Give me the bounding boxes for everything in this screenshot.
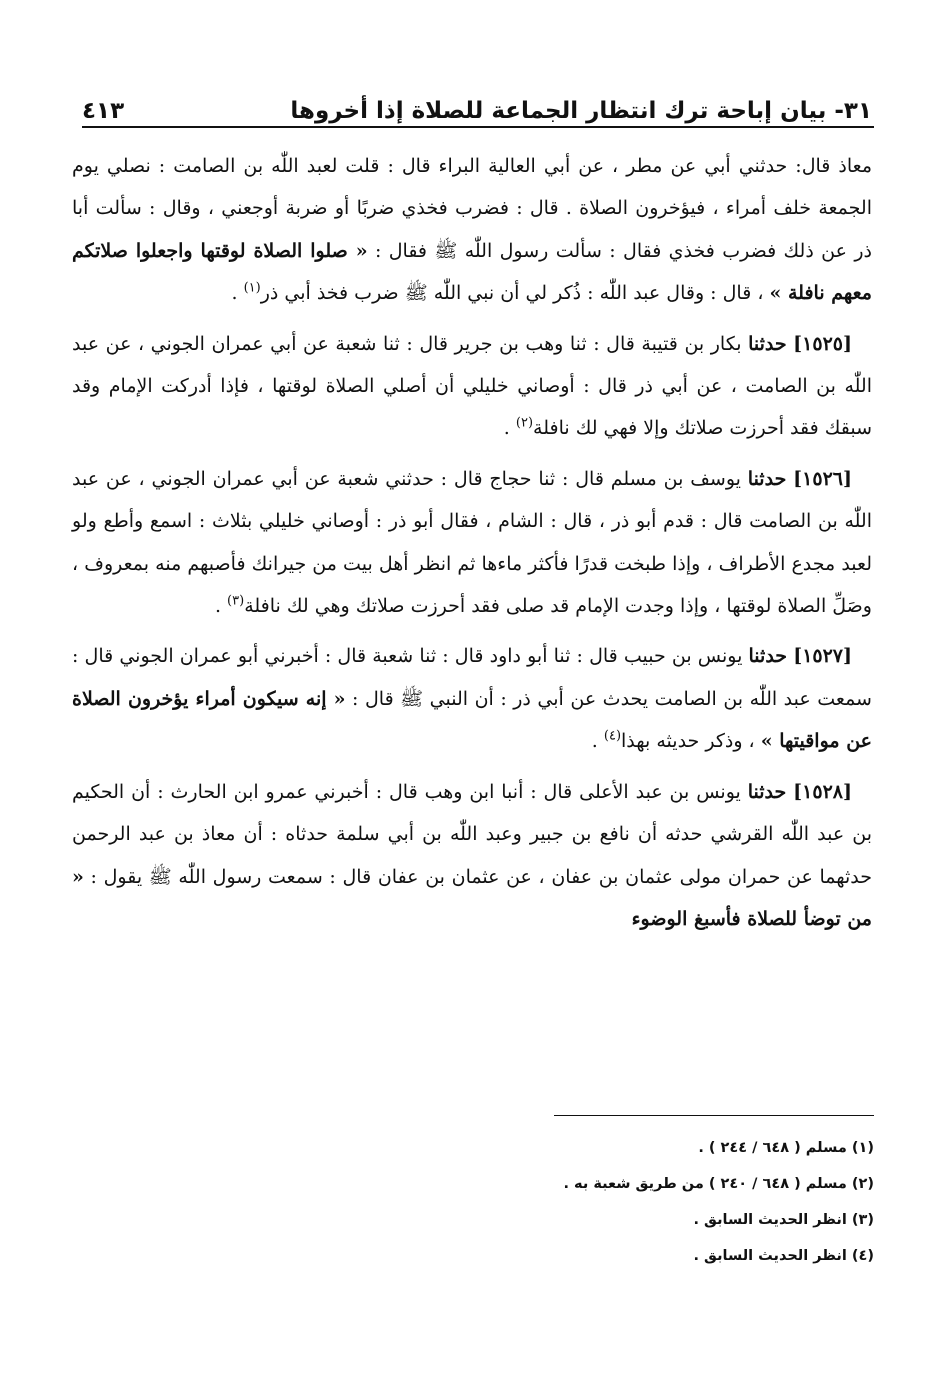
- paragraph-end: .: [214, 595, 228, 618]
- page-body: [72, 145, 872, 948]
- footnote-ref: (٣): [227, 593, 245, 609]
- footnote-1: (١) مسلم ( ٦٤٨ / ٢٤٤ ) .: [698, 1140, 874, 1156]
- paragraph-text: يونس بن عبد الأعلى قال : أنبا ابن وهب قال : أخبرني عمرو ابن الحارث : أن الحكيم بن عبد اللّٰه القرشي حدثه أن نافع بن جبير وعبد اللّٰه بن أبي سلمة حدثاه : أن معاذ بن عبد الرحمن حدثهما عن حمران مولى عثمان بن عفان ، عن عثمان بن عفان قال : سمعت رسول اللّٰه ﷺ يقول :: [72, 780, 872, 888]
- hadith-quote: « من توضأ للصلاة فأسبغ الوضوء: [72, 865, 872, 930]
- haddathana-label: حدثنا: [748, 332, 787, 355]
- hadith-1527: [72, 635, 872, 762]
- paragraph-end: .: [231, 282, 244, 305]
- paragraph-text: ، وذكر حديثه بهذا: [621, 730, 755, 753]
- hadith-1528: [72, 771, 872, 941]
- footnotes: [72, 1130, 874, 1274]
- hadith-1525: [72, 323, 872, 450]
- footnote-ref: (١): [243, 280, 261, 296]
- paragraph-text: معاذ قال: حدثني أبي عن مطر ، عن أبي العالية البراء قال : قلت لعبد اللّٰه بن الصامت : نصلي يوم الجمعة خلف أمراء ، فيؤخرون الصلاة . قال : فضرب فخذي ضربًا أو ضربة أوجعني ، وقال : سألت أبا ذر عن ذلك فضرب فخذي فقال : سألت رسول اللّٰه ﷺ فقال :: [72, 155, 872, 262]
- paragraph-text: ، قال : وقال عبد اللّٰه : ذُكر لي أن نبي اللّٰه ﷺ ضرب فخذ أبي ذر: [260, 282, 764, 305]
- hadith-quote: « إنه سيكون أمراء يؤخرون الصلاة عن مواقيتها »: [72, 687, 872, 753]
- haddathana-label: حدثنا: [747, 780, 787, 803]
- paragraph-text: يونس بن حبيب قال : ثنا أبو داود قال : ثنا شعبة قال : أخبرني أبو عمران الجوني قال : سمعت عبد اللّٰه بن الصامت يحدث عن أبي ذر : أن النبي ﷺ قال :: [72, 645, 872, 710]
- hadith-number: [١٥٢٨]: [793, 780, 852, 803]
- paragraph-text: يوسف بن مسلم قال : ثنا حجاج قال : حدثني شعبة عن أبي عمران الجوني ، عن عبد اللّٰه بن الصامت قال : قدم أبو ذر ، قال : الشام ، فقال أبو ذر : أوصاني خليلي بثلاث : اسمع وأطع ولو لعبد مجدع الأطراف ، وإذا طبخت قدرًا فأكثر ماءها ثم انظر أهل بيت من جيرانك فأصبهم منه بمعروف ، وصَلِّ الصلاة لوقتها ، وإذا وجدت الإمام قد صلى فقد أحرزت صلاتك وهي لك نافلة: [72, 467, 872, 618]
- hadith-quote: « صلوا الصلاة لوقتها واجعلوا صلاتكم معهم نافلة »: [72, 239, 872, 305]
- hadith-1526: [72, 458, 872, 628]
- hadith-number: [١٥٢٦]: [793, 467, 852, 490]
- haddathana-label: حدثنا: [747, 467, 787, 490]
- paragraph-continuation: [72, 145, 872, 315]
- footnote-rule: [554, 1115, 874, 1116]
- footnote-2: (٢) مسلم ( ٦٤٨ / ٢٤٠ ) من طريق شعبة به .: [563, 1176, 874, 1192]
- footnote-4: (٤) انظر الحديث السابق .: [693, 1248, 874, 1264]
- footnote-ref: (٤): [603, 728, 622, 744]
- footnote-3: (٣) انظر الحديث السابق .: [693, 1212, 874, 1228]
- page-number: ٤١٣: [82, 98, 125, 124]
- page-header: [82, 78, 872, 124]
- paragraph-end: .: [503, 417, 516, 440]
- running-title: ٣١- بيان إباحة ترك انتظار الجماعة للصلاة إذا أخروها: [290, 98, 872, 124]
- footnote-ref: (٢): [515, 416, 534, 432]
- paragraph-end: .: [591, 730, 604, 753]
- paragraph-text: بكار بن قتيبة قال : ثنا وهب بن جرير قال : ثنا شعبة عن أبي عمران الجوني ، عن عبد اللّٰه بن الصامت ، عن أبي ذر قال : أوصاني خليلي أن أصلي الصلاة لوقتها ، فإذا أدركت الإمام وقد سبقك فقد أحرزت صلاتك وإلا فهي لك نافلة: [72, 332, 872, 440]
- hadith-number: [١٥٢٧]: [793, 645, 853, 668]
- header-rule: [82, 126, 874, 128]
- haddathana-label: حدثنا: [748, 645, 788, 668]
- hadith-number: [١٥٢٥]: [793, 332, 852, 355]
